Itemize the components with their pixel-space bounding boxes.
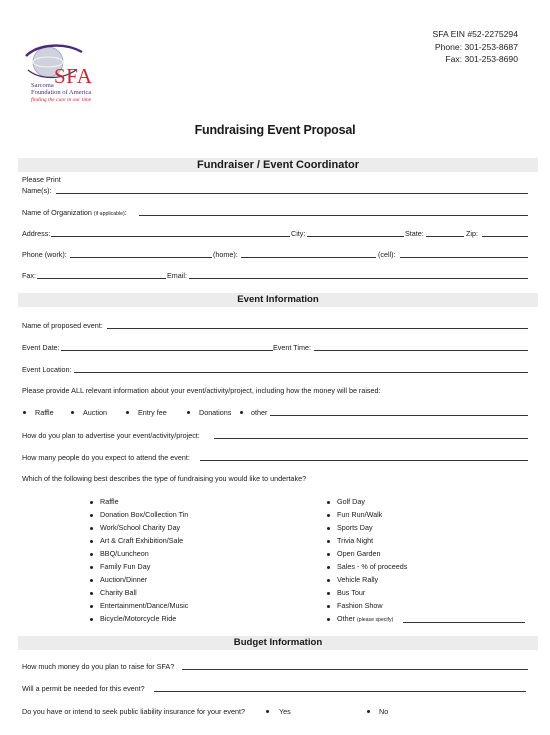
type-raffle[interactable]: Raffle [100,497,119,506]
event-time-label: Event Time: [273,343,311,352]
event-date-label: Event Date: [22,343,60,352]
logo-wordmark: SFA [54,64,93,88]
bullet-icon [367,710,370,713]
bullet-icon [327,514,330,517]
raise-amount-field[interactable] [182,669,528,670]
advertise-field[interactable] [214,438,528,439]
other-type-field[interactable] [403,622,525,623]
fax-field[interactable] [37,278,166,279]
sfa-logo [24,40,104,106]
type-bus-tour[interactable]: Bus Tour [337,588,366,597]
type-sales-proceeds[interactable]: Sales - % of proceeds [337,562,408,571]
option-other[interactable]: other [251,408,268,417]
bullet-icon [71,411,74,414]
section-header-event-info: Event Information [18,293,538,307]
address-field[interactable] [51,236,290,237]
type-charity-ball[interactable]: Charity Ball [100,588,137,597]
bullet-icon [327,527,330,530]
bullet-icon [327,501,330,504]
option-entry-fee[interactable]: Entry fee [138,408,167,417]
type-golf-day[interactable]: Golf Day [337,497,365,506]
bullet-icon [327,540,330,543]
option-raffle[interactable]: Raffle [35,408,54,417]
option-donations[interactable]: Donations [199,408,232,417]
type-bbq[interactable]: BBQ/Luncheon [100,549,149,558]
email-field[interactable] [189,278,528,279]
logo-name-line2: Foundation of America [31,89,92,96]
bullet-icon [327,579,330,582]
fax-label: Fax: [22,271,36,280]
insurance-no-option[interactable]: No [379,707,389,716]
please-print-label: Please Print [22,175,61,184]
email-label: Email: [167,271,187,280]
event-time-field[interactable] [314,350,528,351]
event-date-field[interactable] [61,350,273,351]
type-bicycle-ride[interactable]: Bicycle/Motorcycle Ride [100,614,177,623]
event-location-field[interactable] [74,372,528,373]
contact-info [432,28,518,66]
bullet-icon [90,579,93,582]
state-field[interactable] [426,236,464,237]
zip-label: Zip: [466,229,478,238]
names-field[interactable] [56,193,528,194]
phone-home-field[interactable] [241,257,376,258]
bullet-icon [90,540,93,543]
type-family-fun-day[interactable]: Family Fun Day [100,562,151,571]
fax-text: Fax: 301-253-8690 [445,54,518,65]
bullet-icon [90,592,93,595]
state-label: State: [405,229,424,238]
insurance-label: Do you have or intend to seek public liability insurance for your event? [22,707,245,716]
address-label: Address: [22,229,51,238]
bullet-icon [90,566,93,569]
bullet-icon [327,566,330,569]
bullet-icon [187,411,190,414]
option-auction[interactable]: Auction [83,408,107,417]
zip-field[interactable] [482,236,528,237]
bullet-icon [327,618,330,621]
attendance-label: How many people do you expect to attend the event: [22,453,190,462]
proposed-event-label: Name of proposed event: [22,321,103,330]
names-label: Name(s): [22,186,52,195]
bullet-icon [266,710,269,713]
bullet-icon [327,592,330,595]
type-sports-day[interactable]: Sports Day [337,523,373,532]
bullet-icon [90,501,93,504]
type-vehicle-rally[interactable]: Vehicle Rally [337,575,379,584]
logo-tagline: finding the cure in our time [31,97,92,103]
type-open-garden[interactable]: Open Garden [337,549,381,558]
type-auction-dinner[interactable]: Auction/Dinner [100,575,148,584]
city-field[interactable] [307,236,404,237]
permit-field[interactable] [154,691,526,692]
type-entertainment[interactable]: Entertainment/Dance/Music [100,601,189,610]
phone-text: Phone: 301-253-8687 [434,41,518,52]
bullet-icon [90,553,93,556]
phone-cell-field[interactable] [400,257,528,258]
type-trivia-night[interactable]: Trivia Night [337,536,374,545]
section-header-coordinator: Fundraiser / Event Coordinator [18,158,538,172]
page-title: Fundraising Event Proposal [194,123,356,137]
type-question-label: Which of the following best describes the type of fundraising you would like to undertake? [22,474,307,483]
bullet-icon [327,553,330,556]
city-label: City: [291,229,306,238]
permit-label: Will a permit be needed for this event? [22,684,145,693]
bullet-icon [23,411,26,414]
organization-label: Name of Organization (if applicable): [22,208,127,217]
raise-amount-label: How much money do you plan to raise for SFA? [22,662,175,671]
bullet-icon [90,618,93,621]
other-money-field[interactable] [270,415,528,416]
type-donation-box[interactable]: Donation Box/Collection Tin [100,510,189,519]
logo-name-line1: Sarcoma [31,82,54,89]
bullet-icon [126,411,129,414]
bullet-icon [327,605,330,608]
section-header-budget: Budget Information [18,636,538,650]
proposed-event-field[interactable] [107,328,528,329]
ein-text: SFA EIN #52-2275294 [432,29,518,39]
attendance-field[interactable] [200,460,528,461]
insurance-yes-option[interactable]: Yes [279,707,291,716]
phone-work-field[interactable] [70,257,212,258]
phone-home-label: (home): [213,250,238,259]
phone-work-label: Phone (work): [22,250,67,259]
provide-info-label: Please provide ALL relevant information about your event/activity/project, including how the money will be raised: [22,386,381,395]
event-location-label: Event Location: [22,365,72,374]
bullet-icon [240,411,243,414]
advertise-label: How do you plan to advertise your event/activity/project: [22,431,200,440]
bullet-icon [90,514,93,517]
bullet-icon [90,605,93,608]
type-other[interactable]: Other (please specify) [337,614,394,623]
type-charity-day[interactable]: Work/School Charity Day [100,523,181,532]
bullet-icon [90,527,93,530]
organization-field[interactable] [139,215,528,216]
type-art-craft[interactable]: Art & Craft Exhibition/Sale [100,536,184,545]
type-fun-run[interactable]: Fun Run/Walk [337,510,383,519]
phone-cell-label: (cell): [378,250,396,259]
type-fashion-show[interactable]: Fashion Show [337,601,383,610]
